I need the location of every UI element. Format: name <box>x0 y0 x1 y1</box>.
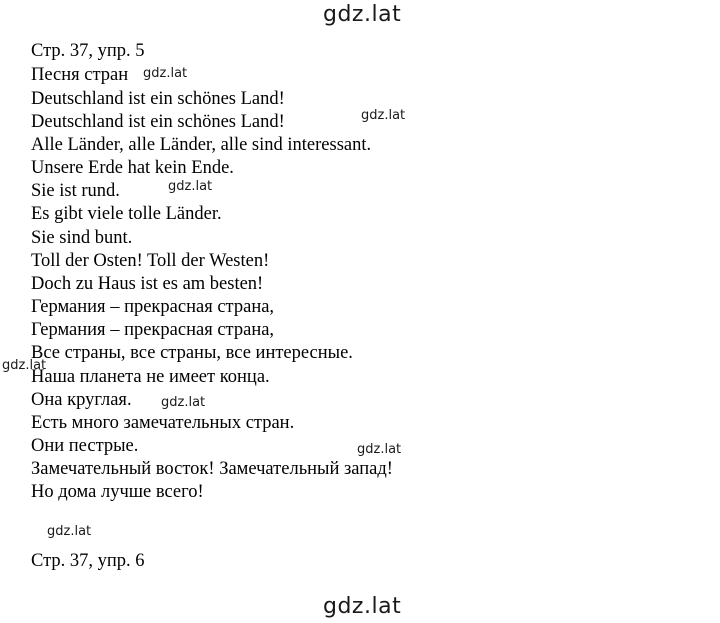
poem-line: Но дома лучше всего! <box>31 482 204 502</box>
watermark: gdz.lat <box>161 395 206 410</box>
exercise-6-heading: Стр. 37, упр. 6 <box>31 551 145 571</box>
poem-title: Песня стран <box>31 65 129 85</box>
poem-line: Doch zu Haus ist es am besten! <box>31 274 264 294</box>
watermark: gdz.lat <box>357 442 402 457</box>
poem-line: Все страны, все страны, все интересные. <box>31 343 353 363</box>
poem-line: Alle Länder, alle Länder, alle sind interessant. <box>31 135 372 155</box>
poem-line: Deutschland ist ein schönes Land! <box>31 112 285 132</box>
poem-line: Есть много замечательных стран. <box>31 413 295 433</box>
poem-line: Наша планета не имеет конца. <box>31 367 270 387</box>
watermark-top: gdz.lat <box>323 2 402 27</box>
exercise-5-heading: Стр. 37, упр. 5 <box>31 41 145 61</box>
watermark: gdz.lat <box>47 524 92 539</box>
poem-line: Она круглая. <box>31 390 132 410</box>
poem-line: Toll der Osten! Toll der Westen! <box>31 251 270 271</box>
watermark: gdz.lat <box>143 66 188 81</box>
poem-line: Замечательный восток! Замечательный запад! <box>31 459 393 479</box>
poem-line: Они пестрые. <box>31 436 139 456</box>
poem-line: Sie ist rund. <box>31 181 120 201</box>
poem-line: Deutschland ist ein schönes Land! <box>31 89 285 109</box>
watermark-bottom: gdz.lat <box>323 594 402 619</box>
watermark: gdz.lat <box>168 179 213 194</box>
poem-line: Германия – прекрасная страна, <box>31 297 275 317</box>
poem-line: Sie sind bunt. <box>31 228 133 248</box>
watermark: gdz.lat <box>2 358 47 373</box>
poem-line: Es gibt viele tolle Länder. <box>31 204 222 224</box>
poem-line: Unsere Erde hat kein Ende. <box>31 158 234 178</box>
poem-line: Германия – прекрасная страна, <box>31 320 275 340</box>
watermark: gdz.lat <box>361 108 406 123</box>
